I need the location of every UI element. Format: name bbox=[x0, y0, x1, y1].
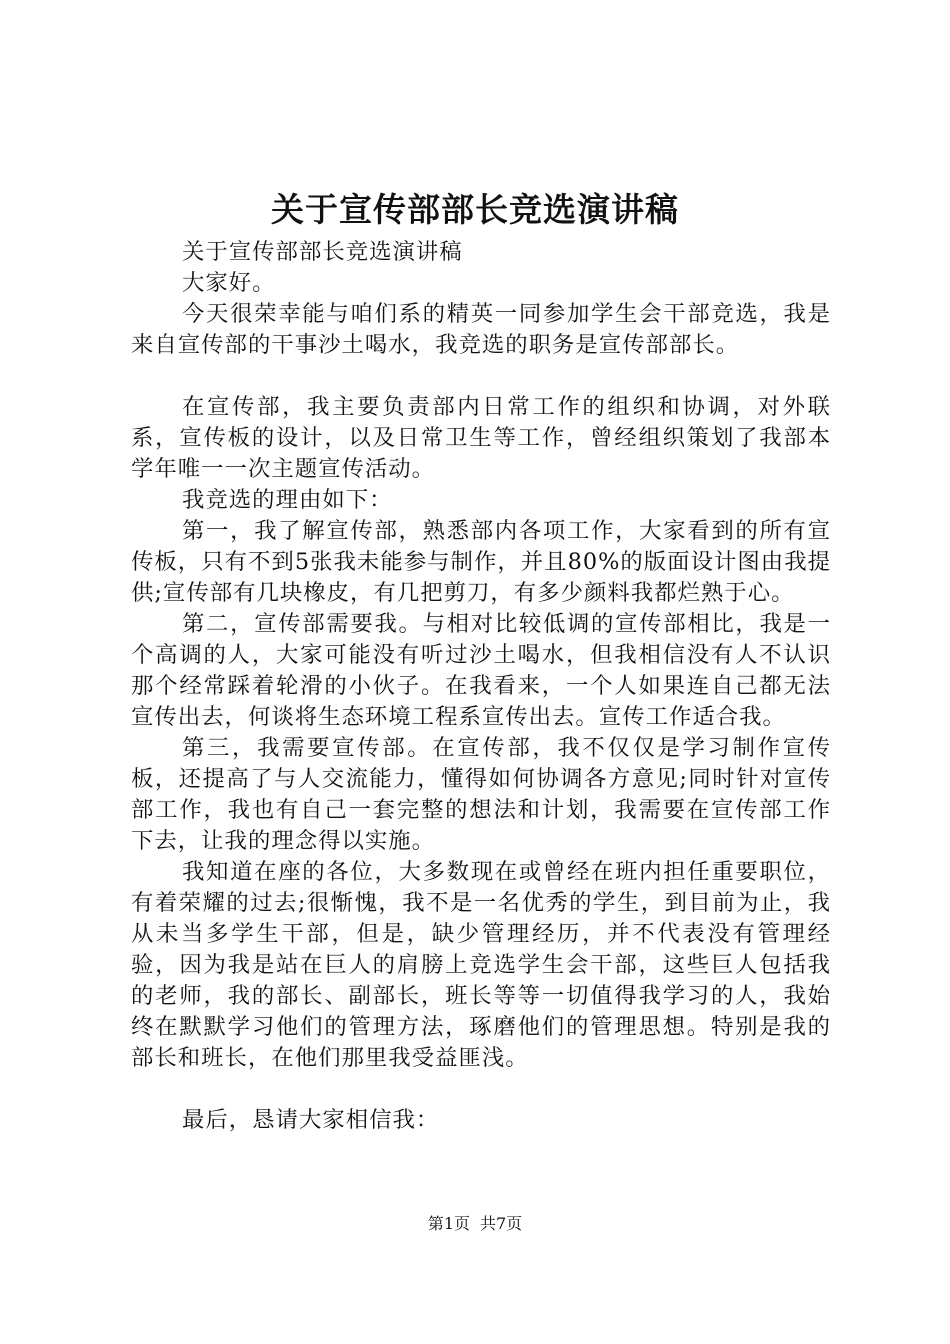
body-paragraph: 第二，宣传部需要我。与相对比较低调的宣传部相比，我是一个高调的人，大家可能没有听过沙土喝水，但我相信没有人不认识那个经常踩着轮滑的小伙子。在我看来，一个人如果连自己都无法宣传出去，何谈将生态环境工程系宣传出去。宣传工作适合我。 bbox=[131, 611, 831, 730]
body-paragraph: 关于宣传部部长竞选演讲稿 bbox=[182, 239, 463, 265]
page-total: 共7页 bbox=[480, 1214, 523, 1233]
body-paragraph: 第三，我需要宣传部。在宣传部，我不仅仅是学习制作宣传板，还提高了与人交流能力，懂得如何协调各方意见;同时针对宣传部工作，我也有自己一套完整的想法和计划，我需要在宣传部工作下去，让我的理念得以实施。 bbox=[131, 735, 831, 854]
body-paragraph: 在宣传部，我主要负责部内日常工作的组织和协调，对外联系，宣传板的设计，以及日常卫生等工作，曾经组织策划了我部本学年唯一一次主题宣传活动。 bbox=[131, 394, 831, 482]
body-paragraph: 我知道在座的各位，大多数现在或曾经在班内担任重要职位，有着荣耀的过去;很惭愧，我不是一名优秀的学生，到目前为止，我从未当多学生干部，但是，缺少管理经历，并不代表没有管理经验，因为我是站在巨人的肩膀上竞选学生会干部，这些巨人包括我的老师，我的部长、副部长，班长等等一切值得我学习的人，我始终在默默学习他们的管理方法，琢磨他们的管理思想。特别是我的部长和班长，在他们那里我受益匪浅。 bbox=[131, 859, 831, 1071]
document-body bbox=[131, 237, 831, 1136]
page-number: 第1页 bbox=[427, 1214, 470, 1233]
body-paragraph: 最后，恳请大家相信我： bbox=[182, 1107, 440, 1133]
document-title: 关于宣传部部长竞选演讲稿 bbox=[271, 190, 679, 229]
body-paragraph: 今天很荣幸能与咱们系的精英一同参加学生会干部竞选，我是来自宣传部的干事沙土喝水，我竞选的职务是宣传部部长。 bbox=[131, 301, 831, 358]
body-paragraph: 大家好。 bbox=[182, 270, 276, 296]
page-footer bbox=[0, 1212, 950, 1236]
body-paragraph: 我竞选的理由如下： bbox=[182, 487, 393, 513]
body-paragraph: 第一，我了解宣传部，熟悉部内各项工作，大家看到的所有宣传板，只有不到5张我未能参与制作，并且80%的版面设计图由我提供;宣传部有几块橡皮，有几把剪刀，有多少颜料我都烂熟于心。 bbox=[131, 518, 831, 606]
